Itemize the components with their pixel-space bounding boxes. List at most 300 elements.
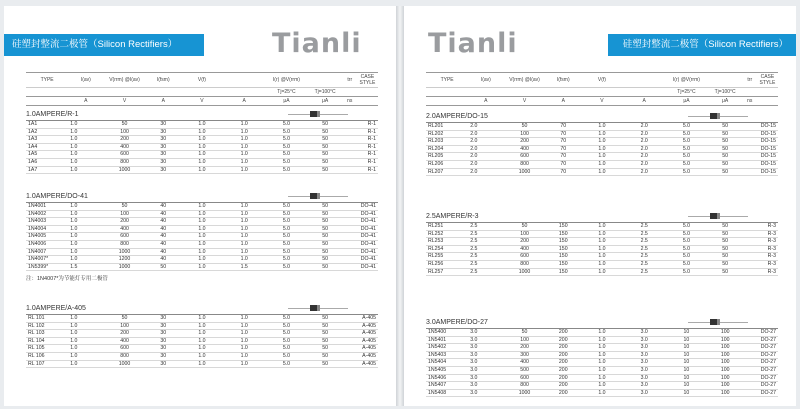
table-cell: 5.0 — [665, 138, 707, 146]
table-cell: 2.5 — [468, 238, 503, 246]
table-cell: 800 — [103, 240, 145, 248]
table-cell: 30 — [146, 352, 181, 360]
table-cell: 200 — [503, 238, 545, 246]
header-cell: I(r) @V(rrm) — [665, 73, 707, 88]
table-cell: 150 — [546, 268, 581, 276]
header-cell — [757, 88, 778, 97]
table-cell: 1N4007* — [26, 256, 68, 264]
table-cell: 50 — [708, 145, 743, 153]
table-cell — [743, 160, 757, 168]
table-cell: 2.5 — [468, 268, 503, 276]
table-cell: 3.0 — [623, 389, 665, 397]
table-cell: 100 — [103, 128, 145, 136]
header-cell: V — [503, 97, 545, 106]
spec-table — [426, 122, 778, 176]
table-cell: 70 — [546, 123, 581, 131]
spec-header — [426, 72, 778, 106]
table-cell: RL 107 — [26, 360, 68, 368]
table-cell: 1A4 — [26, 143, 68, 151]
table-cell: 1000 — [103, 248, 145, 256]
table-cell: DO-41 — [357, 218, 378, 226]
table-cell: RL 106 — [26, 352, 68, 360]
table-cell — [343, 352, 357, 360]
table-row — [426, 359, 778, 367]
header-cell: I(av) — [68, 73, 103, 88]
table-cell: 1.0 — [181, 345, 223, 353]
table-cell: 10 — [665, 359, 707, 367]
table-cell: 50 — [308, 256, 343, 264]
header-cell — [181, 88, 223, 97]
table-cell: 1.0 — [181, 256, 223, 264]
spec-table — [26, 120, 378, 174]
section-r1 — [26, 110, 378, 174]
table-cell: 1000 — [503, 389, 545, 397]
section-title: 3.0AMPERE/DO-27 — [426, 319, 488, 326]
table-cell: 1000 — [503, 268, 545, 276]
header-cell — [308, 73, 343, 88]
table-cell: 70 — [546, 145, 581, 153]
table-cell: 5.0 — [665, 245, 707, 253]
table-cell: 30 — [146, 330, 181, 338]
table-cell: 1.0 — [181, 203, 223, 211]
header-cell: CASE STYLE — [357, 73, 378, 88]
table-cell: 30 — [146, 158, 181, 166]
table-cell: 1.0 — [223, 345, 265, 353]
table-cell: 5.0 — [265, 263, 307, 271]
table-cell: 2.0 — [468, 168, 503, 176]
table-row — [26, 240, 378, 248]
table-cell: 50 — [503, 123, 545, 131]
table-cell: 40 — [146, 248, 181, 256]
table-row — [26, 337, 378, 345]
table-cell: 50 — [146, 263, 181, 271]
table-cell: 200 — [546, 329, 581, 337]
header-cell: TYPE — [426, 73, 468, 88]
table-cell: 1.0 — [581, 389, 623, 397]
table-cell: 3.0 — [623, 351, 665, 359]
table-cell: 2.0 — [468, 160, 503, 168]
table-row — [26, 136, 378, 144]
table-cell — [343, 360, 357, 368]
table-cell: A-405 — [357, 345, 378, 353]
header-cell: V(f) — [581, 73, 623, 88]
section-title: 2.0AMPERE/DO-15 — [426, 113, 488, 120]
table-row — [426, 145, 778, 153]
header-cell — [743, 88, 757, 97]
table-cell: DO-41 — [357, 210, 378, 218]
header-cell: A — [546, 97, 581, 106]
table-cell — [343, 330, 357, 338]
table-cell: 600 — [103, 233, 145, 241]
header-cell — [26, 97, 68, 106]
table-cell: DO-41 — [357, 256, 378, 264]
table-cell: 70 — [546, 138, 581, 146]
spec-table — [426, 222, 778, 276]
header-cell: Tj=100°C — [308, 88, 343, 97]
table-cell: 50 — [308, 151, 343, 159]
table-cell: 1.0 — [68, 330, 103, 338]
table-cell: DO-27 — [757, 359, 778, 367]
table-cell: 1.0 — [581, 366, 623, 374]
table-cell — [743, 253, 757, 261]
table-cell — [343, 225, 357, 233]
table-row — [426, 238, 778, 246]
table-cell: 2.5 — [623, 253, 665, 261]
table-cell: 1.0 — [68, 203, 103, 211]
table-cell: 1N4001 — [26, 203, 68, 211]
table-cell: 200 — [546, 382, 581, 390]
diode-do41-icon — [288, 196, 348, 197]
table-row — [426, 253, 778, 261]
table-cell: RL207 — [426, 168, 468, 176]
table-cell: 1.0 — [581, 382, 623, 390]
table-cell: 2.0 — [623, 168, 665, 176]
table-row — [26, 218, 378, 226]
table-cell — [343, 233, 357, 241]
table-cell: 2.5 — [623, 245, 665, 253]
table-cell: 5.0 — [665, 238, 707, 246]
table-row — [26, 256, 378, 264]
table-cell: 50 — [103, 203, 145, 211]
table-cell: 2.0 — [468, 123, 503, 131]
table-cell: 50 — [103, 315, 145, 323]
table-cell: 30 — [146, 136, 181, 144]
table-cell: 40 — [146, 225, 181, 233]
table-cell: 3.0 — [468, 382, 503, 390]
table-cell: 5.0 — [265, 158, 307, 166]
table-cell: 200 — [546, 351, 581, 359]
table-cell: 1.0 — [223, 218, 265, 226]
table-cell: DO-15 — [757, 123, 778, 131]
table-cell — [343, 210, 357, 218]
table-cell: 200 — [103, 218, 145, 226]
table-cell: 3.0 — [468, 336, 503, 344]
table-row — [426, 160, 778, 168]
table-cell: RL204 — [426, 145, 468, 153]
table-cell: 50 — [503, 223, 545, 231]
table-cell: 300 — [503, 351, 545, 359]
header-cell: μA — [308, 97, 343, 106]
header-cell: TYPE — [26, 73, 68, 88]
table-row — [26, 322, 378, 330]
section-title: 1.0AMPERE/R-1 — [26, 111, 79, 118]
table-cell: 2.0 — [468, 145, 503, 153]
table-cell: 10 — [665, 336, 707, 344]
table-cell: 1.0 — [223, 315, 265, 323]
table-cell: 1.0 — [581, 160, 623, 168]
table-cell: 70 — [546, 153, 581, 161]
section-do41 — [26, 192, 378, 282]
table-cell: DO-27 — [757, 382, 778, 390]
table-cell: 5.0 — [665, 160, 707, 168]
header-cell: Tj=25°C — [665, 88, 707, 97]
table-cell: 1.0 — [581, 359, 623, 367]
table-row — [426, 336, 778, 344]
table-cell: 500 — [503, 366, 545, 374]
table-cell: 2.5 — [468, 253, 503, 261]
table-cell: 1.0 — [68, 225, 103, 233]
table-cell: 1.0 — [223, 360, 265, 368]
table-cell: 200 — [546, 359, 581, 367]
table-cell: 1.0 — [223, 143, 265, 151]
table-cell: 30 — [146, 360, 181, 368]
table-cell — [343, 345, 357, 353]
section-r3 — [426, 212, 778, 276]
section-title: 1.0AMPERE/A-405 — [26, 305, 86, 312]
table-cell: 1.0 — [581, 253, 623, 261]
table-cell: 2.5 — [623, 260, 665, 268]
header-cell — [343, 88, 357, 97]
table-cell: R-1 — [357, 166, 378, 174]
table-cell: R-1 — [357, 121, 378, 129]
table-cell: 50 — [708, 238, 743, 246]
table-cell: 1.0 — [581, 230, 623, 238]
table-row — [426, 153, 778, 161]
table-cell: 5.0 — [265, 128, 307, 136]
section-a405 — [26, 304, 378, 368]
table-cell: 1.0 — [581, 329, 623, 337]
header-cell: trr — [743, 73, 757, 88]
table-cell: A-405 — [357, 337, 378, 345]
table-cell — [343, 263, 357, 271]
table-cell: 100 — [708, 344, 743, 352]
table-cell: R-3 — [757, 223, 778, 231]
header-cell: V — [181, 97, 223, 106]
table-cell: 1.0 — [181, 233, 223, 241]
table-cell: 1N5400 — [426, 329, 468, 337]
table-cell: 1.0 — [181, 240, 223, 248]
table-cell: 1.0 — [68, 240, 103, 248]
table-cell: 1N5404 — [426, 359, 468, 367]
table-cell: 1.0 — [581, 223, 623, 231]
table-cell: 70 — [546, 130, 581, 138]
table-cell: 50 — [708, 160, 743, 168]
table-row — [426, 130, 778, 138]
table-row — [26, 352, 378, 360]
table-cell: 1.0 — [223, 337, 265, 345]
table-cell: 70 — [546, 160, 581, 168]
table-cell: 50 — [308, 263, 343, 271]
table-cell — [743, 382, 757, 390]
table-cell: 5.0 — [265, 330, 307, 338]
table-cell: 3.0 — [468, 344, 503, 352]
table-cell: 1.0 — [581, 260, 623, 268]
table-cell: 150 — [546, 260, 581, 268]
table-row — [26, 143, 378, 151]
table-cell: A-405 — [357, 352, 378, 360]
table-cell: 600 — [503, 153, 545, 161]
table-cell — [743, 153, 757, 161]
banner-title: 硅塑封整流二极管（Silicon Rectifiers） — [608, 34, 796, 56]
table-row — [426, 230, 778, 238]
table-cell: 70 — [546, 168, 581, 176]
table-row — [426, 351, 778, 359]
table-cell: 1.0 — [223, 166, 265, 174]
header-row-1 — [26, 73, 378, 88]
table-row — [426, 123, 778, 131]
table-cell: 2.0 — [623, 138, 665, 146]
table-cell: 2.5 — [468, 245, 503, 253]
table-cell: DO-15 — [757, 168, 778, 176]
table-cell: 30 — [146, 166, 181, 174]
header-row-2 — [26, 97, 378, 106]
table-cell — [343, 121, 357, 129]
table-cell: 1.0 — [181, 128, 223, 136]
table-cell: 1N5401 — [426, 336, 468, 344]
table-cell: 1.0 — [223, 256, 265, 264]
header-cell: I(r) @V(rrm) — [265, 73, 307, 88]
table-cell: 1.0 — [581, 145, 623, 153]
diode-do15-icon — [688, 116, 748, 117]
table-cell: 1.0 — [223, 210, 265, 218]
table-cell: 3.0 — [468, 351, 503, 359]
table-cell: 50 — [308, 315, 343, 323]
table-cell: 100 — [503, 230, 545, 238]
table-cell: R-1 — [357, 143, 378, 151]
table-cell: RL202 — [426, 130, 468, 138]
header-cell: ns — [743, 97, 757, 106]
table-cell: 3.0 — [468, 374, 503, 382]
table-cell — [743, 230, 757, 238]
table-cell — [343, 128, 357, 136]
table-row — [26, 345, 378, 353]
table-cell — [343, 203, 357, 211]
table-cell: 30 — [146, 121, 181, 129]
table-cell: A-405 — [357, 315, 378, 323]
header-cell: A — [623, 97, 665, 106]
table-cell: 2.0 — [623, 145, 665, 153]
table-cell: 1.0 — [181, 218, 223, 226]
table-row — [426, 389, 778, 397]
table-cell: 1N4006 — [26, 240, 68, 248]
table-cell: 5.0 — [665, 168, 707, 176]
table-cell: 200 — [103, 330, 145, 338]
table-cell: 50 — [308, 203, 343, 211]
footnote: 注：1N4007*为节能灯专用二极管 — [26, 276, 108, 283]
table-cell: 800 — [103, 352, 145, 360]
spec-table — [26, 202, 378, 271]
table-cell — [343, 315, 357, 323]
header-cell — [223, 73, 265, 88]
table-cell: 10 — [665, 329, 707, 337]
table-cell: 1N4007 — [26, 248, 68, 256]
table-cell: DO-15 — [757, 138, 778, 146]
table-cell: 1N5405 — [426, 366, 468, 374]
table-cell: 1.0 — [181, 322, 223, 330]
table-cell: RL 102 — [26, 322, 68, 330]
table-cell: 5.0 — [265, 210, 307, 218]
table-cell: DO-27 — [757, 374, 778, 382]
table-cell: 1.0 — [223, 225, 265, 233]
table-cell: 2.0 — [623, 153, 665, 161]
table-cell: 400 — [503, 359, 545, 367]
table-row — [426, 260, 778, 268]
table-cell: 2.5 — [623, 223, 665, 231]
table-cell — [743, 344, 757, 352]
table-cell: 5.0 — [265, 240, 307, 248]
table-cell: R-1 — [357, 128, 378, 136]
table-cell — [343, 248, 357, 256]
table-cell: 400 — [103, 225, 145, 233]
table-cell: 1.0 — [223, 240, 265, 248]
table-cell: 5.0 — [265, 143, 307, 151]
table-cell: 1.0 — [68, 166, 103, 174]
header-cell: Tj=100°C — [708, 88, 743, 97]
table-cell: 5.0 — [665, 130, 707, 138]
table-cell: RL255 — [426, 253, 468, 261]
header-cell: I(fsm) — [146, 73, 181, 88]
right-page — [404, 6, 796, 406]
table-cell: 2.0 — [623, 123, 665, 131]
table-cell: 50 — [708, 230, 743, 238]
table-cell: RL203 — [426, 138, 468, 146]
table-cell: A-405 — [357, 360, 378, 368]
table-cell: 100 — [708, 329, 743, 337]
header-cell — [223, 88, 265, 97]
table-cell: 1.0 — [581, 374, 623, 382]
table-cell: 5.0 — [265, 256, 307, 264]
table-cell: R-1 — [357, 136, 378, 144]
table-cell: 1N5406 — [426, 374, 468, 382]
table-cell: 3.0 — [623, 344, 665, 352]
table-cell: 200 — [103, 136, 145, 144]
table-cell: 100 — [708, 366, 743, 374]
table-cell: 2.0 — [468, 153, 503, 161]
table-cell: DO-15 — [757, 145, 778, 153]
table-cell: RL 101 — [26, 315, 68, 323]
table-cell: 1.0 — [68, 256, 103, 264]
table-cell: 10 — [665, 351, 707, 359]
header-cell: μA — [665, 97, 707, 106]
table-cell — [343, 143, 357, 151]
table-row — [426, 382, 778, 390]
table-row — [426, 374, 778, 382]
table-cell: 1.0 — [181, 225, 223, 233]
table-cell: RL206 — [426, 160, 468, 168]
table-cell: 5.0 — [265, 322, 307, 330]
table-cell: 1000 — [103, 166, 145, 174]
table-cell: 1.0 — [181, 210, 223, 218]
table-cell: 50 — [308, 225, 343, 233]
table-cell: 3.0 — [623, 374, 665, 382]
table-cell: 2.0 — [468, 138, 503, 146]
header-cell — [357, 88, 378, 97]
table-cell: 1.0 — [181, 337, 223, 345]
table-cell: 3.0 — [468, 366, 503, 374]
table-cell: 2.5 — [623, 268, 665, 276]
table-cell: 800 — [103, 158, 145, 166]
table-cell: 5.0 — [665, 253, 707, 261]
table-cell: 1.0 — [581, 138, 623, 146]
table-cell: 30 — [146, 315, 181, 323]
table-cell: 1000 — [103, 263, 145, 271]
brand-logo: Tianli — [272, 28, 362, 59]
header-cell: μA — [265, 97, 307, 106]
table-cell: 1.0 — [68, 315, 103, 323]
header-cell: I(av) — [468, 73, 503, 88]
table-cell: 1.0 — [581, 168, 623, 176]
table-cell: 50 — [308, 158, 343, 166]
table-cell: 3.0 — [468, 329, 503, 337]
table-cell: 1.0 — [181, 352, 223, 360]
header-cell — [468, 88, 503, 97]
banner-title: 硅塑封整流二极管（Silicon Rectifiers） — [4, 34, 204, 56]
table-cell: 5.0 — [265, 248, 307, 256]
table-cell: 200 — [546, 389, 581, 397]
table-cell — [743, 336, 757, 344]
table-cell — [743, 260, 757, 268]
spec-table — [26, 314, 378, 368]
